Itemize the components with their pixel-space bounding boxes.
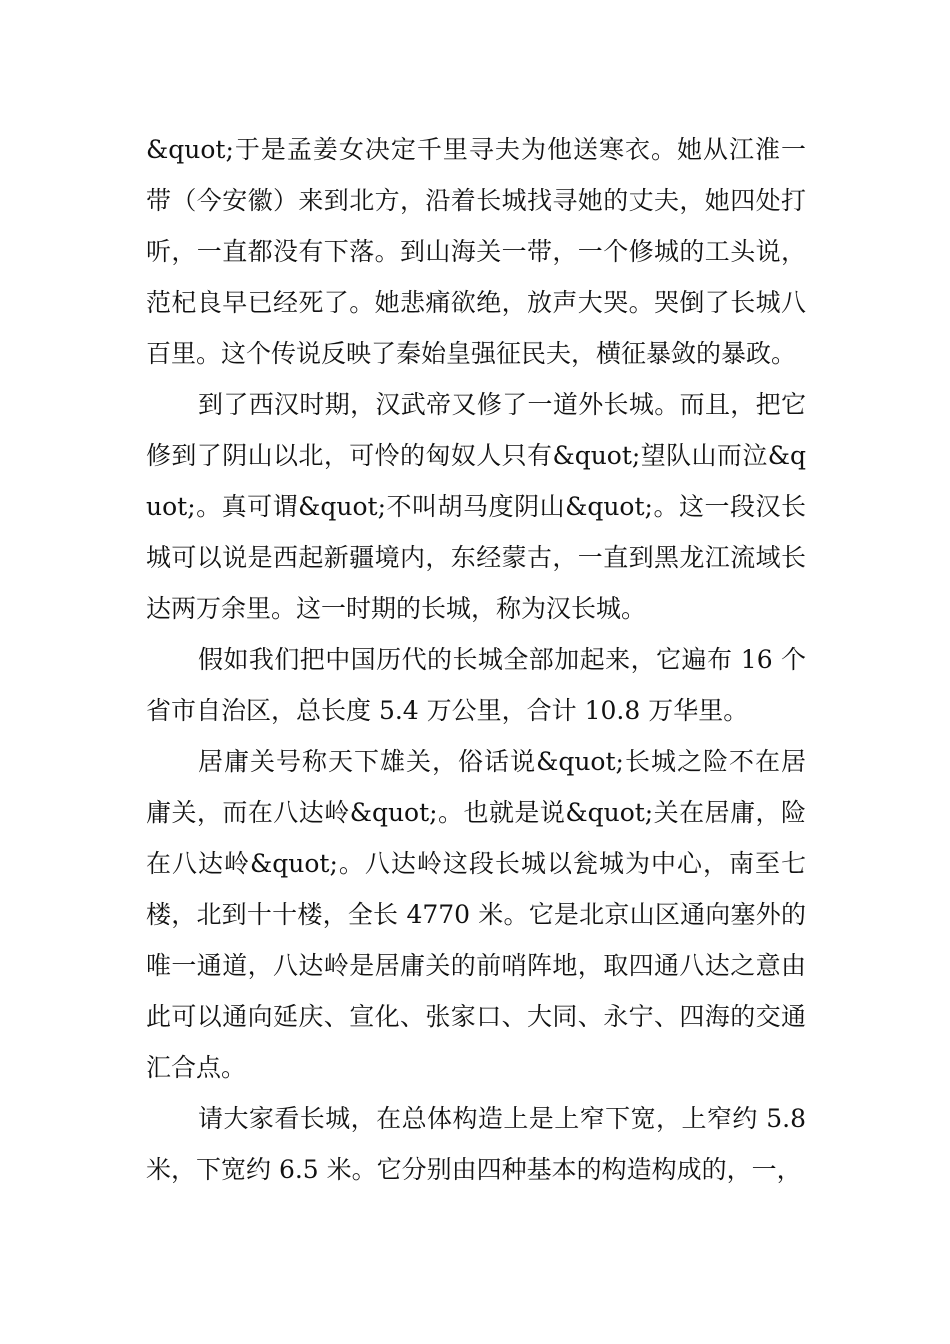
paragraph-3: 假如我们把中国历代的长城全部加起来，它遍布 16 个省市自治区，总长度 5.4 万公里，合计 10.8 万华里。 — [146, 645, 806, 725]
paragraph-4: 居庸关号称天下雄关，俗话说&quot;长城之险不在居庸关，而在八达岭&quot;。也就是说&quot;关在居庸，险在八达岭&quot;。八达岭这段长城以瓮城为中心，南至七楼，北到十十楼，全长 4770 米。它是北京山区通向塞外的唯一通道，八达岭是居庸关的前哨阵地，取四通八达之意由此可以通向延庆、宣化、张家口、大同、永宁、四海的交通汇合点。 — [146, 747, 806, 1082]
paragraph-2: 到了西汉时期，汉武帝又修了一道外长城。而且，把它修到了阴山以北，可怜的匈奴人只有&quot;望队山而泣&quot;。真可谓&quot;不叫胡马度阴山&quot;。这一段汉长城可以说是西起新疆境内，东经蒙古，一直到黑龙江流域长达两万余里。这一时期的长城，称为汉长城。 — [146, 390, 806, 623]
document-body — [146, 124, 806, 1195]
paragraph-5: 请大家看长城，在总体构造上是上窄下宽，上窄约 5.8 米，下宽约 6.5 米。它分别由四种基本的构造构成的，一， — [146, 1104, 806, 1184]
paragraph-1: &quot;于是孟姜女决定千里寻夫为他送寒衣。她从江淮一带（今安徽）来到北方，沿着长城找寻她的丈夫，她四处打听，一直都没有下落。到山海关一带，一个修城的工头说，范杞良早已经死了。她悲痛欲绝，放声大哭。哭倒了长城八百里。这个传说反映了秦始皇强征民夫，横征暴敛的暴政。 — [146, 135, 806, 368]
